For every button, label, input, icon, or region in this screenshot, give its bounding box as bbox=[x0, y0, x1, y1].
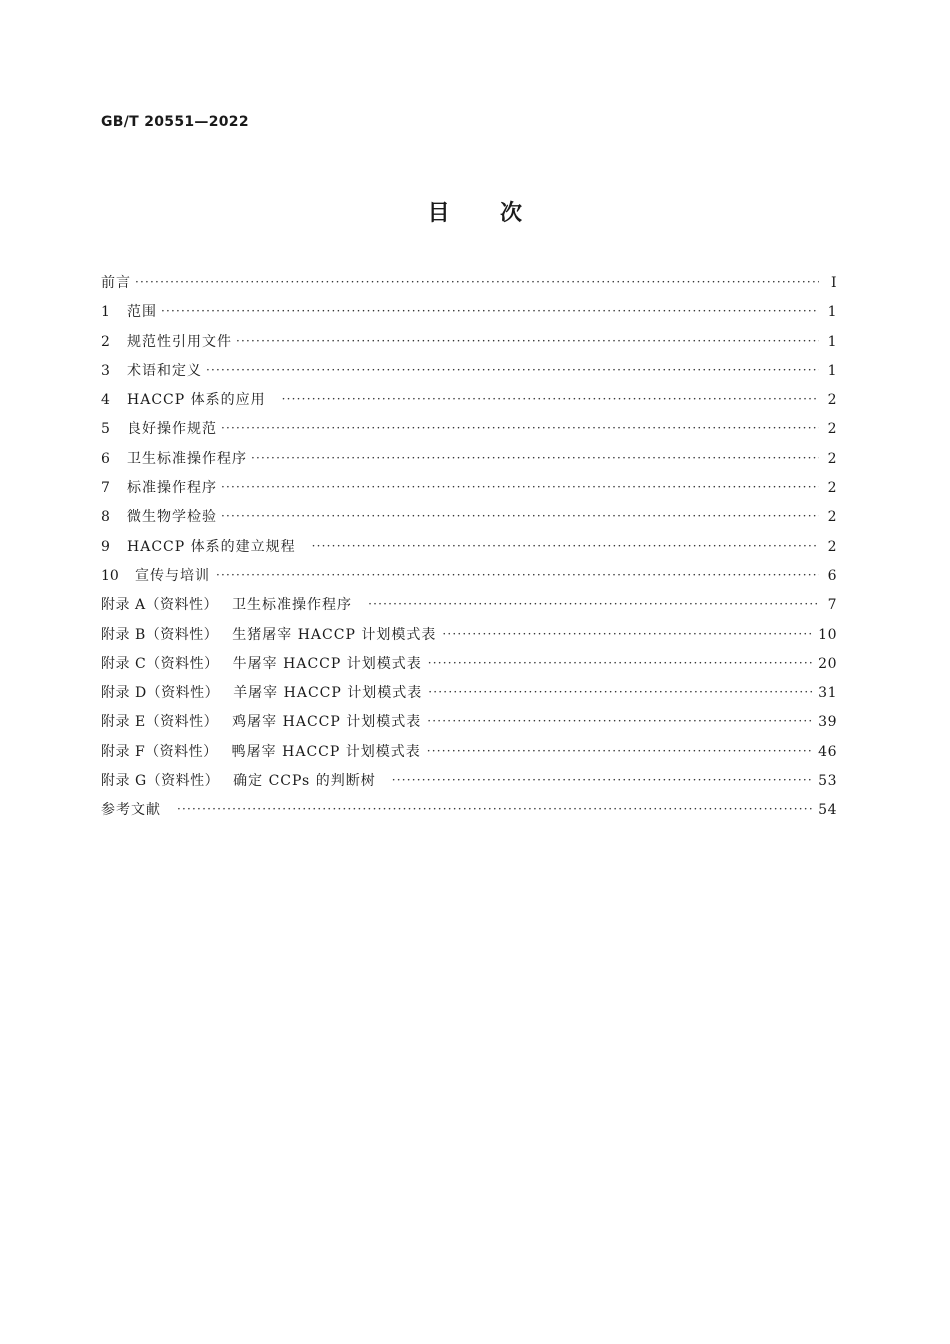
toc-item-label: 鸡屠宰 HACCP 计划模式表 bbox=[232, 714, 422, 731]
toc-item-number: 3 bbox=[101, 362, 110, 379]
toc-item-label: 卫生标准操作程序 bbox=[232, 597, 353, 614]
toc-item-scope[interactable] bbox=[101, 301, 837, 330]
toc-item-number: 5 bbox=[101, 421, 110, 438]
toc-item-microbiological-testing[interactable] bbox=[101, 506, 837, 535]
toc-item-page: 2 bbox=[827, 392, 837, 409]
toc-item-label: 鸭屠宰 HACCP 计划模式表 bbox=[231, 743, 421, 760]
toc-item-number: 8 bbox=[101, 509, 110, 526]
toc-appendix-prefix: 附录 C（资料性） bbox=[101, 655, 219, 672]
toc-item-appendix-g[interactable] bbox=[101, 770, 837, 799]
toc-leader-dots bbox=[428, 685, 812, 699]
toc-item-number: 7 bbox=[101, 480, 110, 497]
toc-leader-dots bbox=[368, 597, 819, 611]
toc-leader-dots bbox=[221, 421, 819, 435]
toc-item-number: 4 bbox=[101, 392, 110, 409]
toc-item-page: 53 bbox=[818, 773, 837, 790]
toc-item-label: 微生物学检验 bbox=[127, 509, 217, 526]
toc-title bbox=[0, 196, 950, 227]
toc-item-page: 2 bbox=[827, 509, 837, 526]
toc-item-label: 确定 CCPs 的判断树 bbox=[233, 773, 376, 790]
toc-item-sop[interactable] bbox=[101, 477, 837, 506]
toc-item-page: 20 bbox=[818, 655, 837, 672]
toc-item-page: 46 bbox=[818, 743, 837, 760]
toc-item-page: 10 bbox=[818, 626, 837, 643]
toc-item-appendix-f[interactable] bbox=[101, 741, 837, 770]
toc-leader-dots bbox=[392, 773, 812, 787]
toc-item-page: 6 bbox=[827, 567, 837, 584]
toc-item-label: 生猪屠宰 HACCP 计划模式表 bbox=[232, 626, 437, 643]
toc-item-appendix-d[interactable] bbox=[101, 682, 837, 711]
toc-item-label: 参考文献 bbox=[101, 802, 161, 819]
toc-item-page: 31 bbox=[818, 685, 837, 702]
toc-leader-dots bbox=[135, 275, 819, 289]
toc-leader-dots bbox=[216, 568, 819, 582]
toc-item-haccp-establishment[interactable] bbox=[101, 536, 837, 565]
toc-leader-dots bbox=[427, 714, 812, 728]
toc-leader-dots bbox=[442, 627, 812, 641]
toc-appendix-prefix: 附录 A（资料性） bbox=[101, 597, 219, 614]
toc-item-label: HACCP 体系的建立规程 bbox=[127, 538, 296, 555]
toc-item-label: 标准操作程序 bbox=[127, 480, 217, 497]
toc-list bbox=[101, 272, 837, 829]
toc-leader-dots bbox=[206, 363, 819, 377]
toc-item-label: 羊屠宰 HACCP 计划模式表 bbox=[233, 685, 423, 702]
toc-item-gmp[interactable] bbox=[101, 418, 837, 447]
toc-item-label: 良好操作规范 bbox=[127, 421, 217, 438]
toc-item-label: 卫生标准操作程序 bbox=[127, 450, 247, 467]
toc-appendix-prefix: 附录 B（资料性） bbox=[101, 626, 219, 643]
toc-item-page: 2 bbox=[827, 480, 837, 497]
toc-item-number: 6 bbox=[101, 450, 110, 467]
toc-leader-dots bbox=[236, 334, 819, 348]
toc-item-label: 牛屠宰 HACCP 计划模式表 bbox=[232, 655, 422, 672]
toc-leader-dots bbox=[177, 802, 812, 816]
toc-item-terms-definitions[interactable] bbox=[101, 360, 837, 389]
toc-appendix-prefix: 附录 G（资料性） bbox=[101, 773, 220, 790]
toc-item-label: 术语和定义 bbox=[127, 362, 202, 379]
toc-item-appendix-b[interactable] bbox=[101, 624, 837, 653]
toc-leader-dots bbox=[221, 509, 819, 523]
toc-leader-dots bbox=[427, 744, 812, 758]
toc-item-label: 规范性引用文件 bbox=[127, 333, 232, 350]
toc-leader-dots bbox=[312, 539, 819, 553]
toc-item-training[interactable] bbox=[101, 565, 837, 594]
toc-item-number: 1 bbox=[101, 304, 110, 321]
toc-item-bibliography[interactable] bbox=[101, 799, 837, 828]
toc-item-page: 7 bbox=[827, 597, 837, 614]
toc-leader-dots bbox=[428, 656, 812, 670]
toc-item-normative-references[interactable] bbox=[101, 331, 837, 360]
toc-item-page: 39 bbox=[818, 714, 837, 731]
toc-appendix-prefix: 附录 E（资料性） bbox=[101, 714, 219, 731]
toc-leader-dots bbox=[161, 304, 819, 318]
toc-item-appendix-e[interactable] bbox=[101, 711, 837, 740]
toc-item-ssop[interactable] bbox=[101, 448, 837, 477]
standard-code: GB/T 20551—2022 bbox=[101, 114, 249, 130]
toc-item-page: 1 bbox=[827, 304, 837, 321]
toc-title-part-1: 目 bbox=[427, 201, 450, 226]
toc-leader-dots bbox=[251, 451, 819, 465]
toc-item-label: 前言 bbox=[101, 275, 131, 291]
toc-leader-dots bbox=[221, 480, 819, 494]
toc-item-page: 1 bbox=[827, 362, 837, 379]
toc-appendix-prefix: 附录 D（资料性） bbox=[101, 685, 220, 702]
toc-leader-dots bbox=[282, 392, 819, 406]
toc-item-page: 2 bbox=[827, 421, 837, 438]
toc-item-number: 9 bbox=[101, 538, 110, 555]
toc-appendix-prefix: 附录 F（资料性） bbox=[101, 743, 218, 760]
toc-item-appendix-c[interactable] bbox=[101, 653, 837, 682]
toc-item-page: 54 bbox=[818, 802, 837, 819]
toc-item-foreword[interactable] bbox=[101, 272, 837, 301]
toc-item-page: Ⅰ bbox=[830, 275, 837, 291]
toc-item-label: HACCP 体系的应用 bbox=[127, 392, 266, 409]
toc-title-part-2: 次 bbox=[500, 201, 523, 226]
toc-item-number: 10 bbox=[101, 567, 119, 584]
toc-item-page: 1 bbox=[827, 333, 837, 350]
toc-item-haccp-application[interactable] bbox=[101, 389, 837, 418]
toc-item-label: 范围 bbox=[127, 304, 157, 321]
toc-item-label: 宣传与培训 bbox=[135, 567, 210, 584]
toc-item-appendix-a[interactable] bbox=[101, 594, 837, 623]
toc-item-page: 2 bbox=[827, 450, 837, 467]
toc-item-page: 2 bbox=[827, 538, 837, 555]
toc-item-number: 2 bbox=[101, 333, 110, 350]
